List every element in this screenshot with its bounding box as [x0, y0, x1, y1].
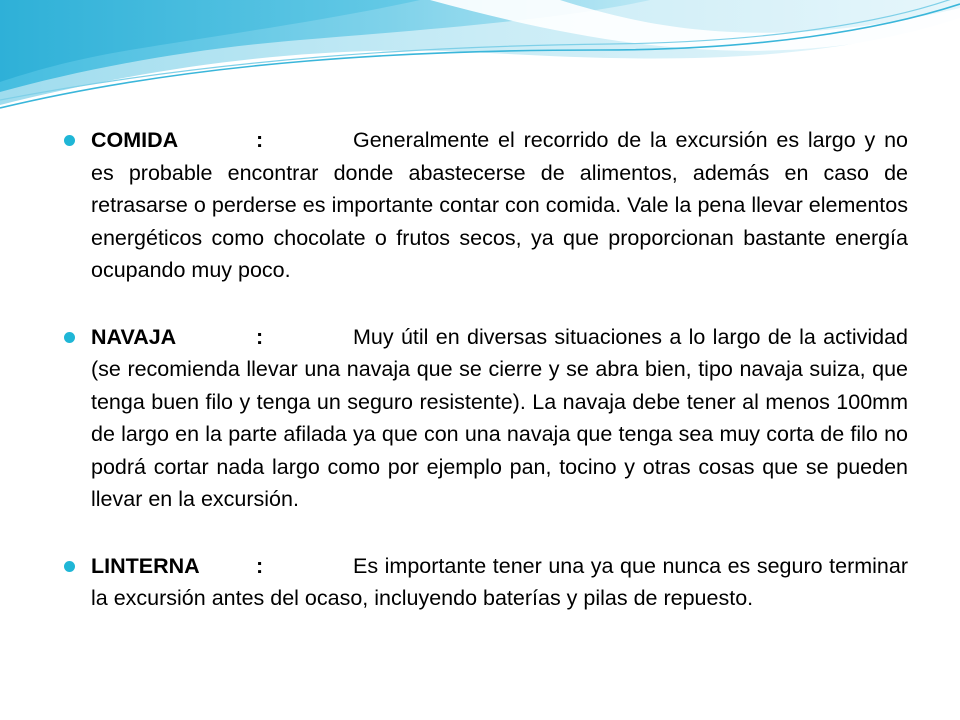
item-separator: : — [256, 553, 264, 578]
item-separator: : — [256, 128, 264, 152]
list-item-navaja — [60, 321, 908, 516]
bullet-dot-icon — [64, 332, 75, 343]
bullet-dot-icon — [64, 135, 75, 146]
wave-header-decoration — [0, 0, 960, 115]
item-text — [91, 321, 908, 516]
list-item-linterna — [60, 550, 908, 615]
item-text — [91, 550, 908, 615]
item-description: Muy útil en diversas situaciones a lo largo de la actividad (se recomienda llevar una navaja que se cierre y se abra bien, tipo navaja suiza, que tenga buen filo y tenga un seguro resistente). La navaja debe tener al menos 100mm de largo en la parte afilada ya que con una navaja que tenga sea muy corta de filo no podrá cortar nada largo como por ejemplo pan, tocino y otras cosas que se pueden llevar en la excursión. — [91, 324, 908, 511]
item-description: Generalmente el recorrido de la excursión es largo y no es probable encontrar donde abastecerse de alimentos, además en caso de retrasarse o perderse es importante contar con comida. Vale la pena llevar elementos energéticos como chocolate o frutos secos, ya que proporcionan bastante energía ocupando muy poco. — [91, 128, 908, 282]
item-text — [91, 124, 908, 287]
item-term: COMIDA — [91, 128, 179, 152]
bullet-list — [60, 124, 908, 649]
item-description: Es importante tener una ya que nunca es seguro terminar la excursión antes del ocaso, incluyendo baterías y pilas de repuesto. — [91, 553, 908, 610]
list-item-comida — [60, 124, 908, 287]
bullet-dot-icon — [64, 561, 75, 572]
item-separator: : — [256, 324, 264, 349]
item-term: LINTERNA — [91, 553, 200, 578]
item-term: NAVAJA — [91, 324, 177, 349]
